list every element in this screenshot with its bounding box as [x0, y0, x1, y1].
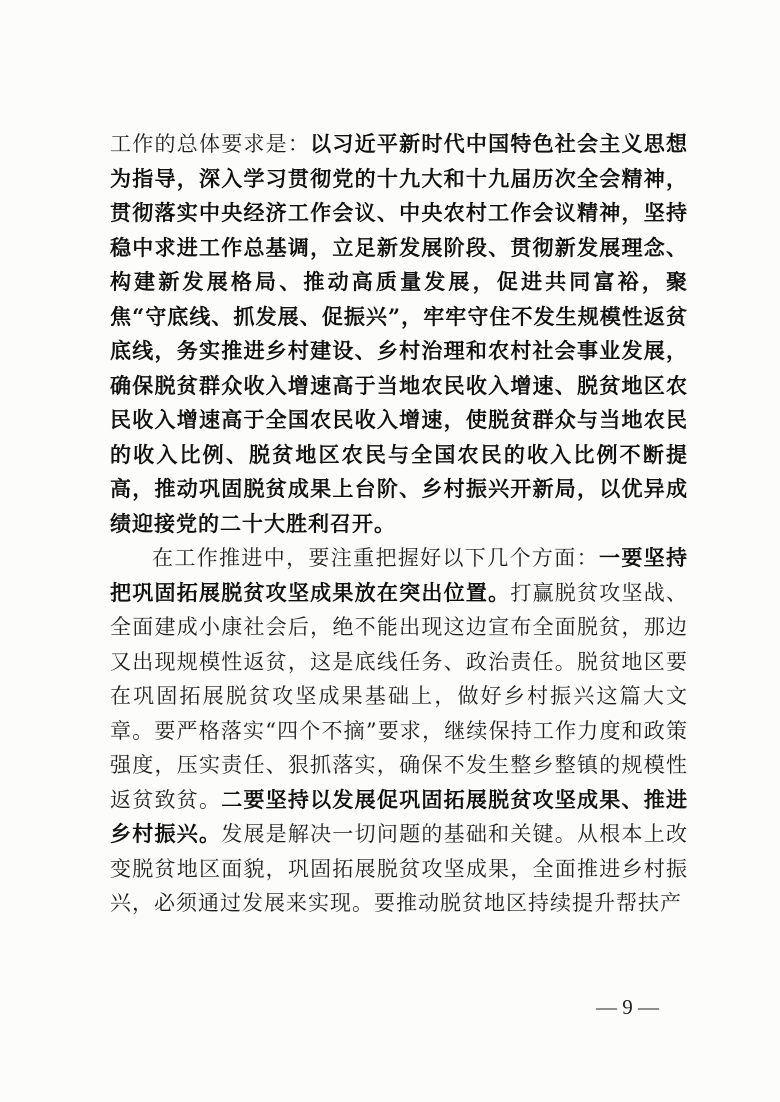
body-text	[110, 127, 688, 921]
point-2-text: 发展是解决一切问题的基础和关键。从根本上改变脱贫地区面貌，巩固拓展脱贫攻坚成果，全面推进乡村振兴，必须通过发展来实现。要推动脱贫地区持续提升帮扶产	[110, 822, 689, 915]
paragraph-1	[110, 127, 688, 541]
paragraph-1-body: 以习近平新时代中国特色社会主义思想为指导，深入学习贯彻党的十九大和十九届历次全会精神，贯彻落实中央经济工作会议、中央农村工作会议精神，坚持稳中求进工作总基调，立足新发展阶段、贯彻新发展理念、构建新发展格局、推动高质量发展，促进共同富裕，聚焦“守底线、抓发展、促振兴”，牢牢守住不发生规模性返贫底线，务实推进乡村建设、乡村治理和农村社会事业发展，确保脱贫群众收入增速高于当地农民收入增速、脱贫地区农民收入增速高于全国农民收入增速，使脱贫群众与当地农民的收入比例、脱贫地区农民与全国农民的收入比例不断提高，推动巩固脱贫成果上台阶、乡村振兴开新局，以优异成绩迎接党的二十大胜利召开。	[110, 131, 689, 536]
page-number: — 9 —	[596, 995, 659, 1019]
paragraph-1-lead: 工作的总体要求是：	[110, 132, 311, 156]
paragraph-2	[110, 541, 688, 921]
point-1-title: 一要坚持把巩固拓展脱贫攻坚成果放在突出位置。	[110, 545, 689, 605]
point-2-title: 二要坚持以发展促巩固拓展脱贫攻坚成果、推进乡村振兴。	[110, 786, 689, 846]
point-1-text: 打赢脱贫攻坚战、全面建成小康社会后，绝不能出现这边宣布全面脱贫，那边又出现规模性返贫，这是底线任务、政治责任。脱贫地区要在巩固拓展脱贫攻坚成果基础上，做好乡村振兴这篇大文章。要严格落实“四个不摘”要求，继续保持工作力度和政策强度，压实责任、狠抓落实，确保不发生整乡整镇的规模性返贫致贫。	[110, 580, 689, 812]
paragraph-2-intro: 在工作推进中，要注重把握好以下几个方面：	[152, 546, 599, 570]
